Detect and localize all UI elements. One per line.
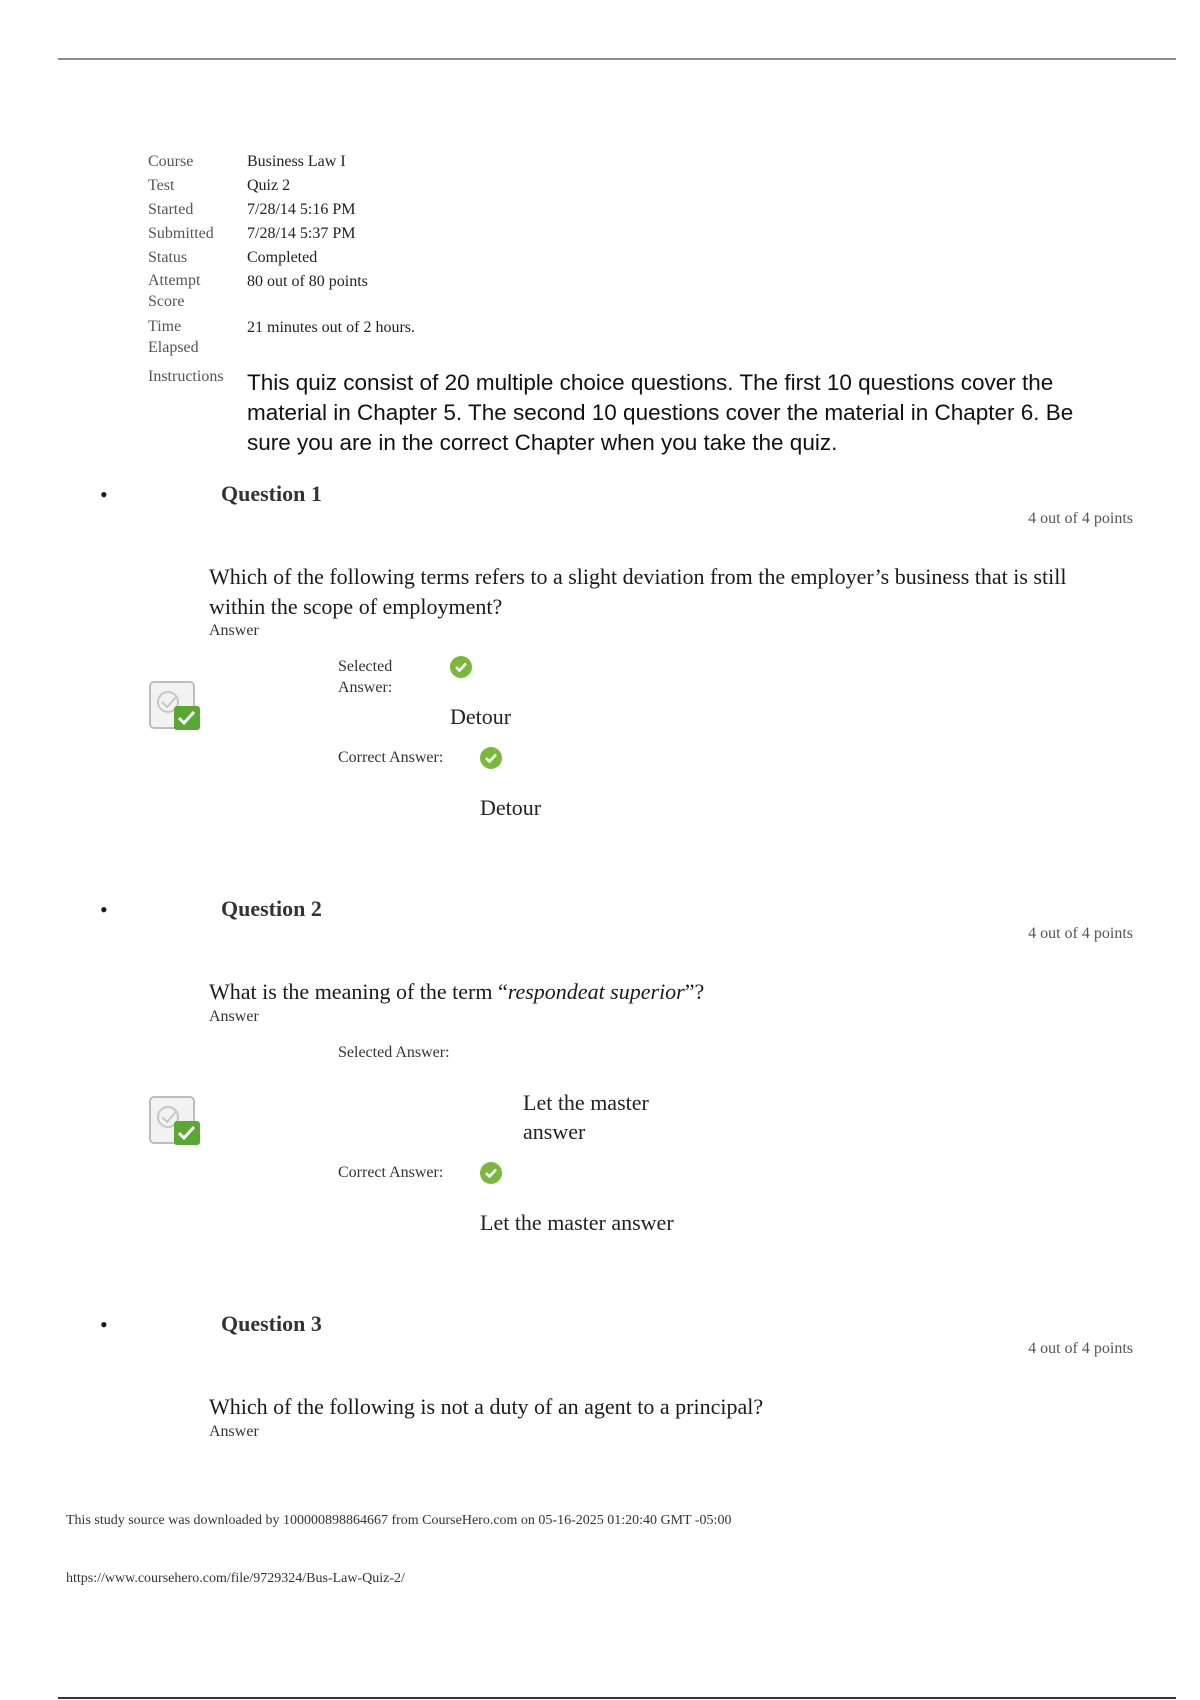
meta-label: Course xyxy=(148,153,194,170)
source-url: https://www.coursehero.com/file/9729324/Bus-Law-Quiz-2/ xyxy=(66,1571,405,1586)
question-2-text-suffix: ”? xyxy=(684,979,705,1004)
question-2-title: Question 2 xyxy=(221,896,322,921)
meta-row-started xyxy=(148,198,415,222)
meta-value: Quiz 2 xyxy=(247,177,291,194)
check-circle-icon xyxy=(480,747,502,769)
check-circle-icon xyxy=(450,656,472,678)
selected-answer: Let the master answer xyxy=(523,1090,649,1144)
meta-label: Test xyxy=(148,177,175,194)
meta-row-submitted xyxy=(148,222,415,246)
bottom-rule xyxy=(58,1697,1176,1699)
selected-answer-label: Selected Answer: xyxy=(338,1044,450,1061)
correct-answer: Let the master answer xyxy=(480,1210,674,1235)
instructions-text: This quiz consist of 20 multiple choice questions. The first 10 questions cover the material in Chapter 5. The second 10 questions cover the material in Chapter 6. Be sure you are in the correct Chapter when you take the quiz. xyxy=(247,370,1074,455)
meta-value: 7/28/14 5:16 PM xyxy=(247,201,356,218)
meta-row-status xyxy=(148,246,415,270)
question-3-title: Question 3 xyxy=(221,1311,322,1336)
question-3-text: Which of the following is not a duty of an agent to a principal? xyxy=(209,1394,764,1419)
correct-answer-label: Correct Answer: xyxy=(338,1164,444,1181)
bullet: • xyxy=(100,897,108,922)
instructions-label: Instructions xyxy=(148,368,224,385)
question-1-title: Question 1 xyxy=(221,481,322,506)
meta-value: 21 minutes out of 2 hours. xyxy=(247,319,415,336)
meta-label: Time Elapsed xyxy=(148,318,199,356)
bullet: • xyxy=(100,482,108,507)
meta-row-time-elapsed xyxy=(148,316,415,362)
meta-value: 80 out of 80 points xyxy=(247,273,368,290)
meta-row-test xyxy=(148,174,415,198)
question-2-text-prefix: What is the meaning of the term “ xyxy=(209,979,508,1004)
graded-document-icon xyxy=(148,680,202,732)
question-2-text-italic: respondeat superior xyxy=(507,979,685,1004)
meta-value: Completed xyxy=(247,249,318,266)
question-2-text xyxy=(209,977,1069,1007)
selected-answer: Detour xyxy=(450,704,512,729)
meta-row-course xyxy=(148,150,415,174)
attempt-details xyxy=(148,150,415,362)
question-3-points: 4 out of 4 points xyxy=(1028,1340,1133,1357)
meta-value: Business Law I xyxy=(247,153,346,170)
bullet: • xyxy=(100,1312,108,1337)
selected-answer-label: Selected Answer: xyxy=(338,658,393,696)
meta-value: 7/28/14 5:37 PM xyxy=(247,225,356,242)
answer-label: Answer xyxy=(209,1423,259,1440)
meta-row-attempt-score xyxy=(148,270,415,316)
meta-label: Started xyxy=(148,201,194,218)
meta-label: Attempt Score xyxy=(148,272,201,310)
answer-label: Answer xyxy=(209,622,259,639)
question-1-text: Which of the following terms refers to a slight deviation from the employer’s business that is still within the scope of employment? xyxy=(209,564,1067,619)
question-1-points: 4 out of 4 points xyxy=(1028,510,1133,527)
answer-label: Answer xyxy=(209,1008,259,1025)
correct-answer: Detour xyxy=(480,795,542,820)
source-notice: This study source was downloaded by 100000898864667 from CourseHero.com on 05-16-2025 01:20:40 GMT -05:00 xyxy=(66,1513,732,1528)
question-2-points: 4 out of 4 points xyxy=(1028,925,1133,942)
graded-document-icon xyxy=(148,1095,202,1147)
check-circle-icon xyxy=(480,1162,502,1184)
top-rule xyxy=(58,58,1176,60)
meta-label: Submitted xyxy=(148,225,214,242)
correct-answer-label: Correct Answer: xyxy=(338,749,444,766)
meta-label: Status xyxy=(148,249,188,266)
